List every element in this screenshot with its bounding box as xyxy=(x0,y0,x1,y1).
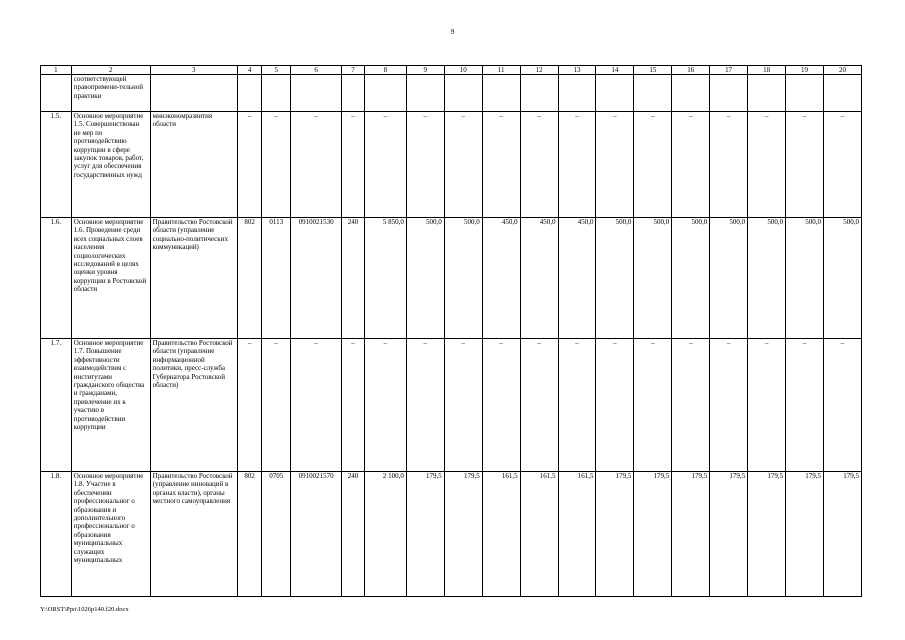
value-cell: 500,0 xyxy=(786,218,824,339)
value-cell: 0705 xyxy=(262,472,291,597)
value-cell: 240 xyxy=(342,218,365,339)
table-row xyxy=(41,472,862,597)
col-header: 1 xyxy=(41,66,72,75)
col-header: 4 xyxy=(237,66,262,75)
col-header: 13 xyxy=(558,66,596,75)
value-cell xyxy=(291,75,342,112)
value-cell: – xyxy=(237,112,262,218)
col-header: 20 xyxy=(823,66,861,75)
value-cell: 500,0 xyxy=(634,218,672,339)
value-cell xyxy=(748,75,786,112)
measure-name: Основное мероприятие 1.7. Повышение эффективности взаимодействия с институтами гражданского общества и гражданами, привлечение их к участию в противодействии коррупции xyxy=(71,339,150,472)
value-cell: 0113 xyxy=(262,218,291,339)
value-cell: – xyxy=(710,112,748,218)
table-row xyxy=(41,218,862,339)
col-header: 9 xyxy=(406,66,444,75)
value-cell xyxy=(482,75,520,112)
value-cell: – xyxy=(748,339,786,472)
value-cell: 2 100,0 xyxy=(364,472,406,597)
value-cell xyxy=(710,75,748,112)
value-cell: – xyxy=(444,339,482,472)
value-cell xyxy=(634,75,672,112)
row-number: 1.6. xyxy=(41,218,72,339)
col-header: 18 xyxy=(748,66,786,75)
col-header: 15 xyxy=(634,66,672,75)
value-cell: 161,5 xyxy=(482,472,520,597)
value-cell: – xyxy=(482,339,520,472)
value-cell: 179,5 xyxy=(406,472,444,597)
value-cell: 802 xyxy=(237,472,262,597)
value-cell: – xyxy=(482,112,520,218)
executor: Правительство Ростовской области (управление информационной политики, пресс-служба Губернатора Ростовской области) xyxy=(150,339,237,472)
col-header: 3 xyxy=(150,66,237,75)
row-number: 1.8. xyxy=(41,472,72,597)
executor: Правительство Ростовской (управление инноваций в органах власти), органы местного самоуправления xyxy=(150,472,237,597)
value-cell: – xyxy=(634,112,672,218)
value-cell: 500,0 xyxy=(444,218,482,339)
value-cell: 179,5 xyxy=(634,472,672,597)
value-cell: – xyxy=(672,112,710,218)
col-header: 19 xyxy=(786,66,824,75)
col-header: 6 xyxy=(291,66,342,75)
value-cell: 0910021570 xyxy=(291,472,342,597)
value-cell: – xyxy=(237,339,262,472)
value-cell: – xyxy=(444,112,482,218)
value-cell: – xyxy=(364,112,406,218)
value-cell xyxy=(520,75,558,112)
value-cell xyxy=(672,75,710,112)
value-cell: – xyxy=(672,339,710,472)
value-cell: 500,0 xyxy=(406,218,444,339)
col-header: 10 xyxy=(444,66,482,75)
executor xyxy=(150,75,237,112)
value-cell: – xyxy=(262,339,291,472)
table-row xyxy=(41,112,862,218)
col-header: 2 xyxy=(71,66,150,75)
value-cell: – xyxy=(634,339,672,472)
row-number: 1.5. xyxy=(41,112,72,218)
value-cell xyxy=(237,75,262,112)
value-cell: 179,5 xyxy=(672,472,710,597)
value-cell: – xyxy=(823,339,861,472)
measure-name: соответствующей правопримени-тельной практики xyxy=(71,75,150,112)
value-cell xyxy=(444,75,482,112)
value-cell: 0910021530 xyxy=(291,218,342,339)
value-cell: – xyxy=(520,112,558,218)
value-cell: – xyxy=(823,112,861,218)
value-cell: 179,5 xyxy=(786,472,824,597)
executor: Правительство Ростовской области (управление социально-политических коммуникаций) xyxy=(150,218,237,339)
col-header: 14 xyxy=(596,66,634,75)
col-header: 5 xyxy=(262,66,291,75)
value-cell: 500,0 xyxy=(596,218,634,339)
header-row xyxy=(41,66,862,75)
value-cell: 179,5 xyxy=(596,472,634,597)
value-cell: – xyxy=(786,112,824,218)
value-cell: – xyxy=(558,339,596,472)
value-cell: 500,0 xyxy=(823,218,861,339)
value-cell: – xyxy=(748,112,786,218)
value-cell: 179,5 xyxy=(444,472,482,597)
value-cell xyxy=(558,75,596,112)
value-cell: – xyxy=(342,112,365,218)
value-cell xyxy=(262,75,291,112)
value-cell: 161,5 xyxy=(520,472,558,597)
value-cell: – xyxy=(291,339,342,472)
measure-name: Основное мероприятие 1.6. Проведение среди всех социальных слоев населения социологических исследований в целях оценки уровня коррупции в Ростовской области xyxy=(71,218,150,339)
value-cell: 179,5 xyxy=(823,472,861,597)
value-cell: 240 xyxy=(342,472,365,597)
value-cell: 500,0 xyxy=(672,218,710,339)
value-cell: – xyxy=(710,339,748,472)
value-cell xyxy=(406,75,444,112)
col-header: 12 xyxy=(520,66,558,75)
budget-table xyxy=(40,65,862,597)
value-cell: – xyxy=(291,112,342,218)
value-cell: – xyxy=(406,339,444,472)
col-header: 17 xyxy=(710,66,748,75)
page-number: 9 xyxy=(450,28,455,36)
value-cell: – xyxy=(406,112,444,218)
col-header: 7 xyxy=(342,66,365,75)
col-header: 11 xyxy=(482,66,520,75)
value-cell: 179,5 xyxy=(710,472,748,597)
file-path-footer: Y:\ORST\Ppo\1026p140.f20.docx xyxy=(40,606,129,613)
value-cell: 161,5 xyxy=(558,472,596,597)
value-cell: – xyxy=(596,112,634,218)
value-cell xyxy=(342,75,365,112)
executor: минэкономразвития области xyxy=(150,112,237,218)
value-cell: 5 850,0 xyxy=(364,218,406,339)
value-cell: 450,0 xyxy=(520,218,558,339)
measure-name: Основное мероприятие 1.5. Совершенствован ие мер по противодействию коррупции в сфере закупок товаров, работ, услуг для обеспечения государственных нужд xyxy=(71,112,150,218)
value-cell: – xyxy=(520,339,558,472)
value-cell: 500,0 xyxy=(748,218,786,339)
value-cell: – xyxy=(342,339,365,472)
value-cell: – xyxy=(262,112,291,218)
col-header: 8 xyxy=(364,66,406,75)
value-cell xyxy=(596,75,634,112)
value-cell: 450,0 xyxy=(482,218,520,339)
value-cell: – xyxy=(596,339,634,472)
value-cell xyxy=(786,75,824,112)
value-cell xyxy=(823,75,861,112)
value-cell: 802 xyxy=(237,218,262,339)
table-row xyxy=(41,339,862,472)
measure-name: Основное мероприятие 1.8. Участие в обеспечении профессиональног о образования и дополнительного профессиональног о образования муниципальных служащих муниципальных xyxy=(71,472,150,597)
row-number xyxy=(41,75,72,112)
value-cell: – xyxy=(786,339,824,472)
value-cell: 179,5 xyxy=(748,472,786,597)
value-cell: – xyxy=(364,339,406,472)
value-cell xyxy=(364,75,406,112)
value-cell: – xyxy=(558,112,596,218)
value-cell: 450,0 xyxy=(558,218,596,339)
table-row xyxy=(41,75,862,112)
value-cell: 500,0 xyxy=(710,218,748,339)
col-header: 16 xyxy=(672,66,710,75)
row-number: 1.7. xyxy=(41,339,72,472)
